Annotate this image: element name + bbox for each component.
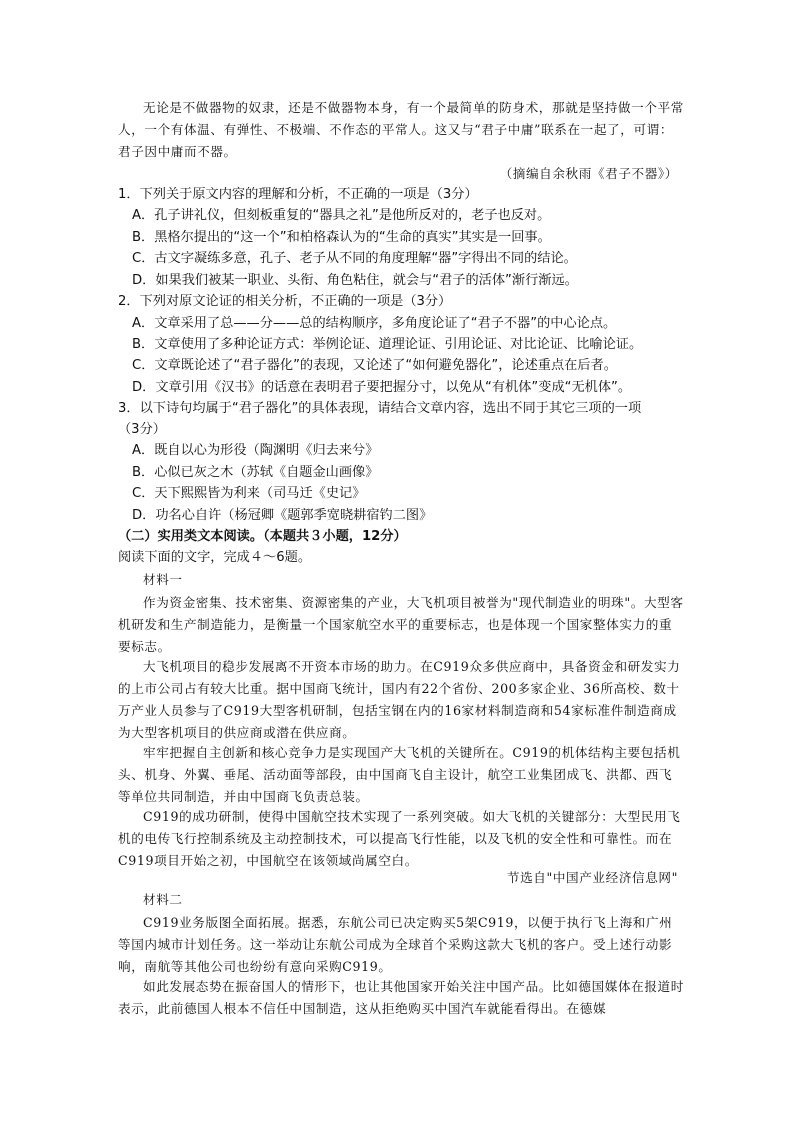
question-2-option-c: C．文章既论述了“君子器化”的表现，又论述了“如何避免器化”，论述重点在后者。 [132, 358, 617, 373]
question-1-option-b: B．黑格尔提出的“这一个”和柏格森认为的“生命的真实”其实是一回事。 [132, 230, 551, 245]
material-1-source: 节选自"中国产业经济信息网" [506, 870, 678, 885]
section-heading: （二）实用类文本阅读。（本题共３小题，12分） [118, 529, 407, 544]
passage-paragraph: 无论是不做器物的奴隶，还是不做器物本身，有一个最简单的防身术，那就是坚持做一个平常人，一个有体温、有弹性、不极端、不作态的平常人。这又与“君子中庸”联系在一起了，可谓：君子因中庸而不器。 [118, 100, 684, 159]
question-2-option-d: D．文章引用《汉书》的话意在表明君子要把握分寸，以免从“有机体”变成“无机体”。 [132, 380, 632, 395]
passage-source: （摘编自余秋雨《君子不器》） [499, 166, 678, 181]
question-2-option-b: B．文章使用了多种论证方式：举例论证、道理论证、引用论证、对比论证、比喻论证。 [132, 337, 643, 352]
section-instruction: 阅读下面的文字，完成４～6题。 [118, 550, 312, 565]
question-3-stem-points: （3分） [118, 422, 166, 437]
question-1-option-a: A．孔子讲礼仪，但刻板重复的“器具之礼”是他所反对的，老子也反对。 [132, 208, 551, 223]
material-1-paragraph-3: 牢牢把握自主创新和核心竞争力是实现国产大飞机的关键所在。C919的机体结构主要包括机头、机身、外翼、垂尾、活动面等部段，由中国商飞自主设计，航空工业集团成飞、洪都、西飞等单位共同制造，并由中国商飞负责总装。 [118, 745, 681, 804]
material-1-paragraph-1: 作为资金密集、技术密集、资源密集的产业，大飞机项目被誉为"现代制造业的明珠"。大型客机研发和生产制造能力，是衡量一个国家航空水平的重要标志，也是体现一个国家整体实力的重要标志。 [118, 595, 684, 654]
question-3-option-b: B．心似已灰之木（苏轼《自题金山画像》 [132, 465, 379, 480]
question-2-option-a: A．文章采用了总——分——总的结构顺序，多角度论证了“君子不器”的中心论点。 [132, 316, 617, 331]
material-1-paragraph-4: C919的成功研制，使得中国航空技术实现了一系列突破。如大飞机的关键部分：大型民用飞机的电传飞行控制系统及主动控制技术，可以提高飞行性能，以及飞机的安全性和可靠性。而在C919项目开始之初，中国航空在该领域尚属空白。 [118, 809, 681, 868]
question-3-option-a: A．既自以心为形役（陶渊明《归去来兮》 [132, 443, 379, 458]
material-1-paragraph-2: 大飞机项目的稳步发展离不开资本市场的助力。在C919众多供应商中，具备资金和研发实力的上市公司占有较大比重。据中国商飞统计，国内有22个省份、200多家企业、36所高校、数十万产业人员参与了C919大型客机研制，包括宝钢在内的16家材料制造商和54家标准件制造商成为大型客机项目的供应商或潜在供应商。 [118, 659, 681, 740]
material-1-label: 材料一 [143, 572, 183, 587]
material-2-paragraph-2: 如此发展态势在振奋国人的情形下，也让其他国家开始关注中国产品。比如德国媒体在报道时表示，此前德国人根本不信任中国制造，这从拒绝购买中国汽车就能看得出。在德媒 [118, 979, 684, 1016]
question-3-stem: 3．以下诗句均属于“君子器化”的具体表现，请结合文章内容，选出不同于其它三项的一项 [118, 401, 642, 416]
question-1-option-d: D．如果我们被某一职业、头衔、角色粘住，就会与“君子的活体”渐行渐远。 [132, 273, 578, 288]
question-3-option-d: D．功名心自许（杨冠卿《题郭季宽晓耕宿钓二图》 [132, 508, 433, 523]
material-2-label: 材料二 [143, 892, 183, 907]
material-2-paragraph-1: C919业务版图全面拓展。据悉，东航公司已决定购买5架C919，以便于执行飞上海和广州等国内城市计划任务。这一举动让东航公司成为全球首个采购这款大飞机的客户。受上述行动影响，南航等其他公司也纷纷有意向采购C919。 [118, 915, 673, 974]
question-2-stem: 2．下列对原文论证的相关分析，不正确的一项是（3分） [118, 294, 452, 309]
question-3-option-c: C．天下熙熙皆为利来（司马迁《史记》 [132, 486, 366, 501]
question-1-stem: 1．下列关于原文内容的理解和分析，不正确的一项是（3分） [118, 187, 478, 202]
question-1-option-c: C．古文字凝练多意，孔子、老子从不同的角度理解“器”字得出不同的结论。 [132, 251, 577, 266]
